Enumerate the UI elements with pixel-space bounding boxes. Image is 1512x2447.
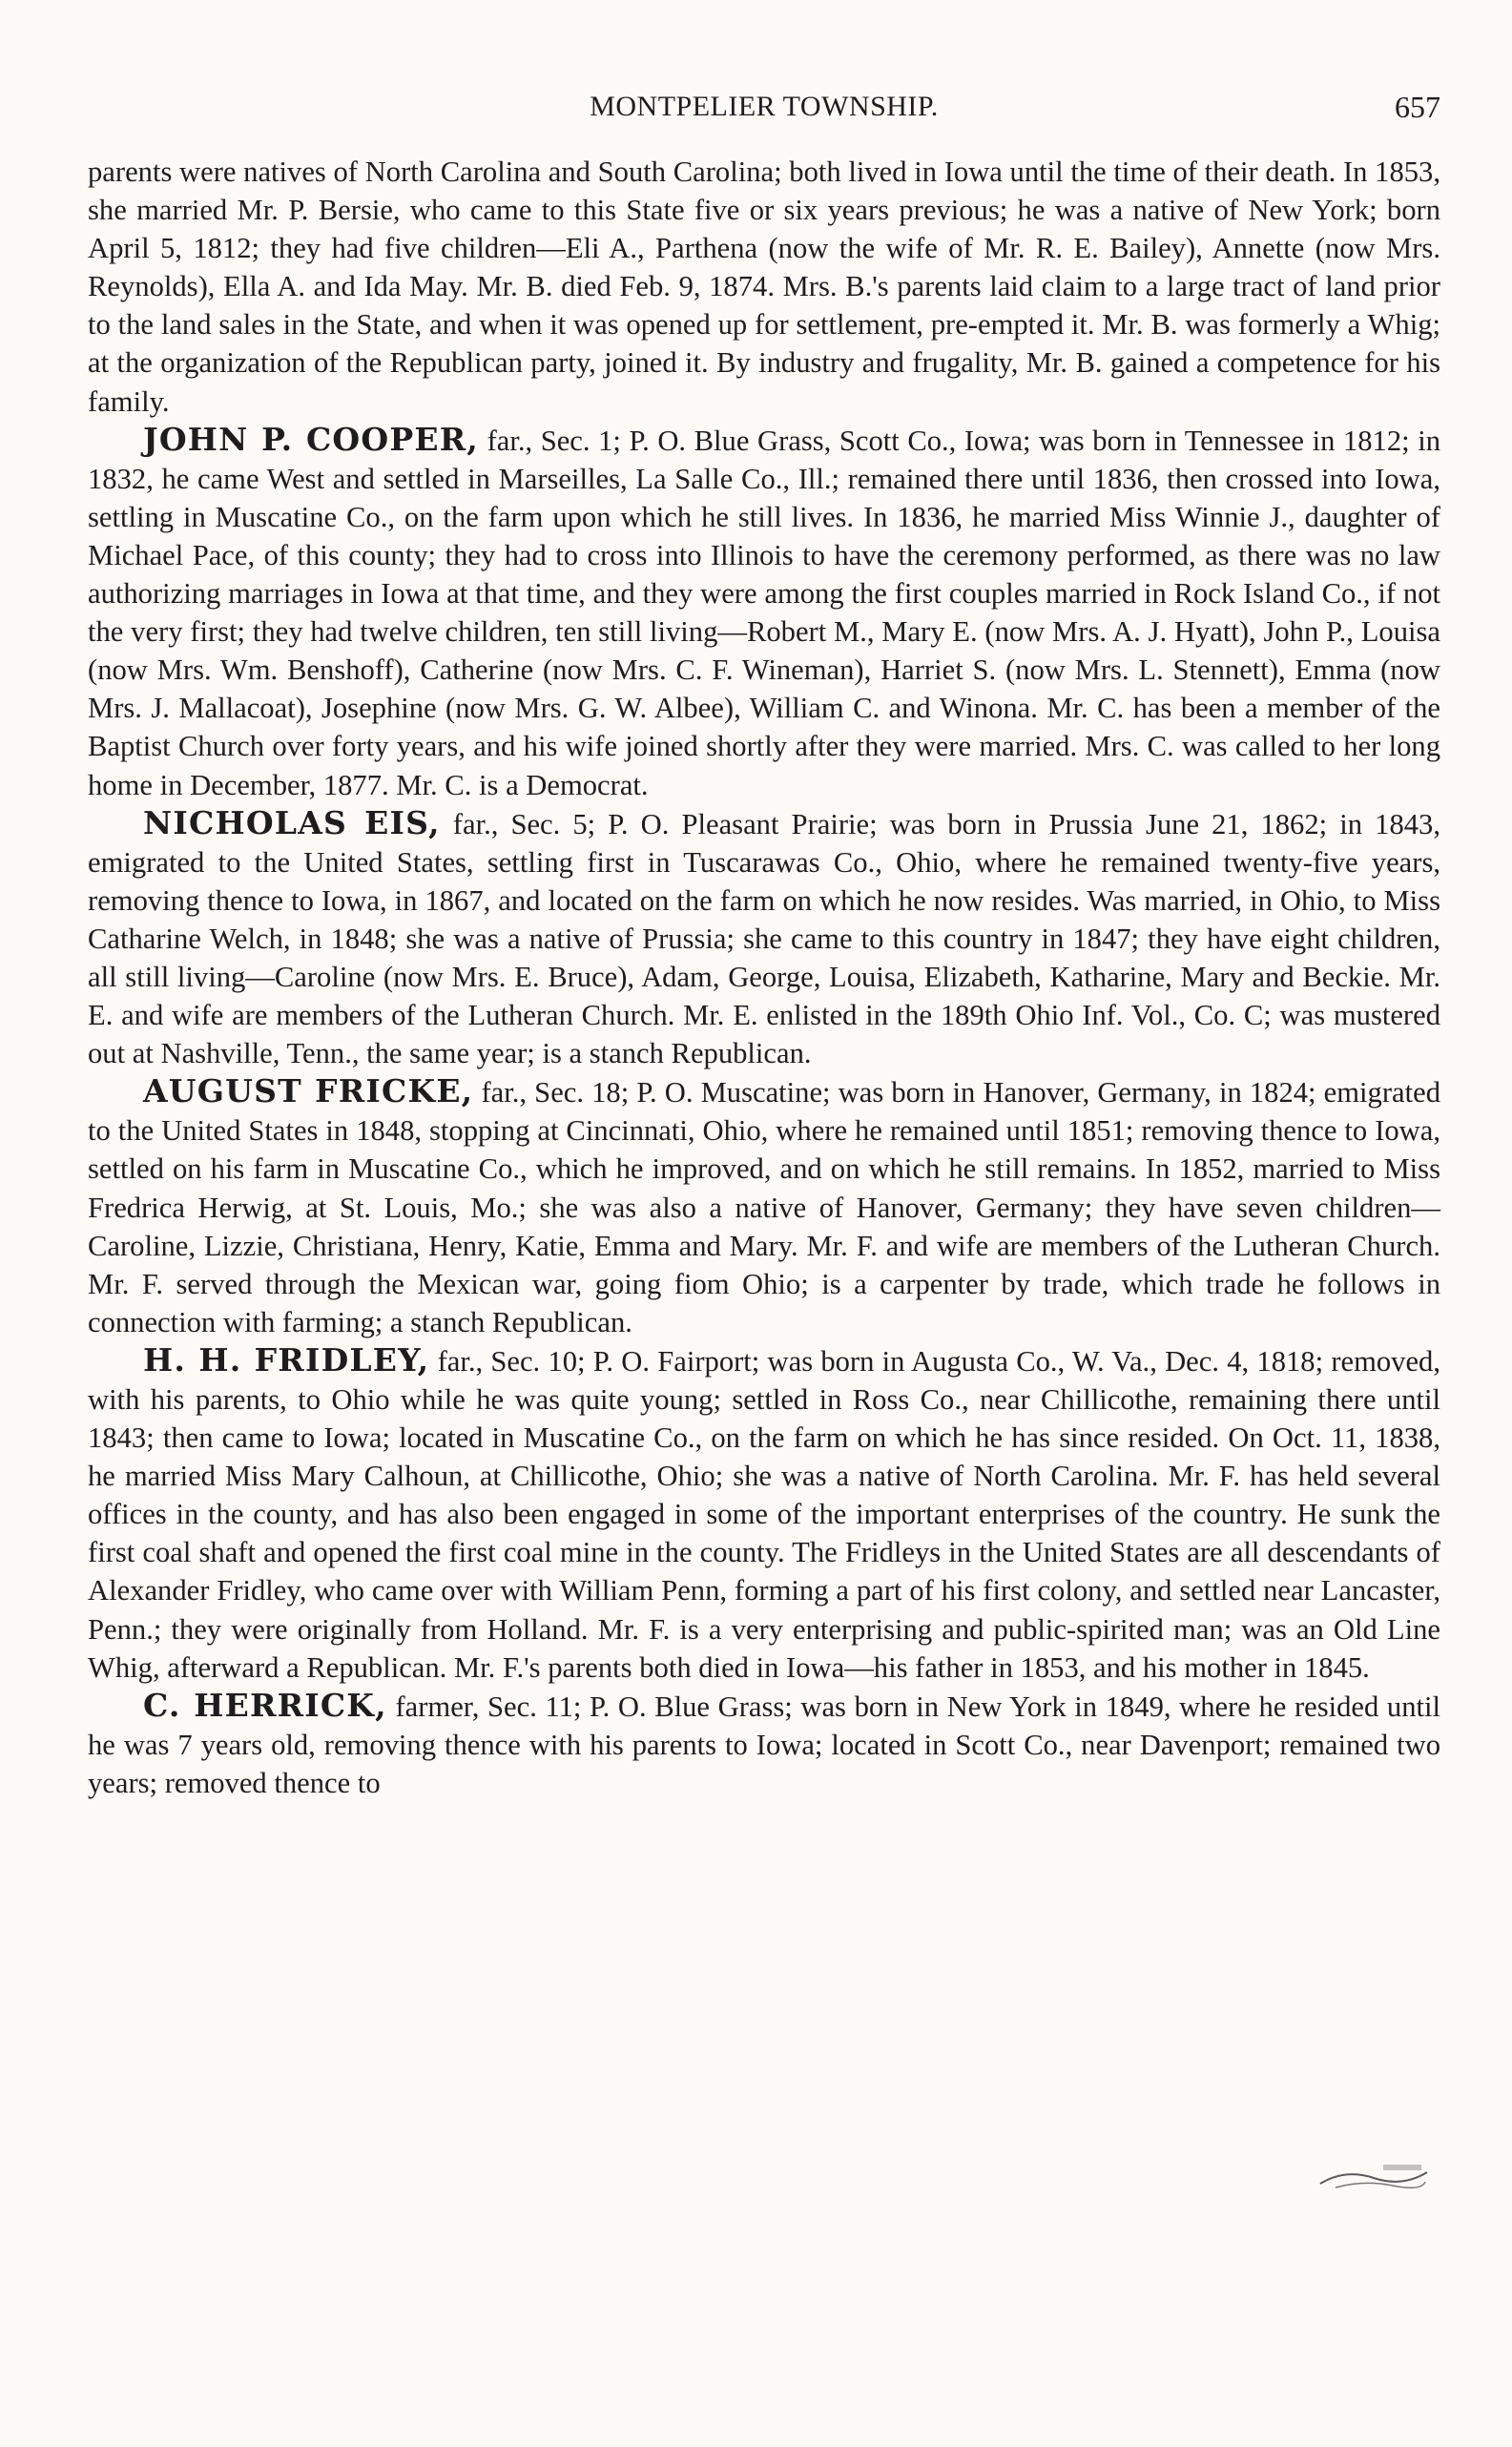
book-page: [88, 88, 1440, 1802]
entry-name: C. HERRICK,: [143, 1686, 387, 1724]
entry-fricke: [88, 1072, 1440, 1341]
entry-fridley: [88, 1341, 1440, 1687]
entry-herrick: [88, 1687, 1440, 1802]
paragraph-text: parents were natives of North Carolina and South Carolina; both lived in Iowa until the time of their death. In 1853, she married Mr. P. Bersie, who came to this State five or six years previous; he was a native of New York; born April 5, 1812; they had five children—Eli A., Parthena (now the wife of Mr. R. E. Bailey), Annette (now Mrs. Reynolds), Ella A. and Ida May. Mr. B. died Feb. 9, 1874. Mrs. B.'s parents laid claim to a large tract of land prior to the land sales in the State, and when it was opened up for settlement, pre-empted it. Mr. B. was formerly a Whig; at the organization of the Republican party, joined it. By industry and frugality, Mr. B. gained a competence for his family.: [88, 156, 1440, 418]
entry-cooper: [88, 421, 1440, 804]
body-text: [88, 153, 1440, 1802]
entry-name: AUGUST FRICKE,: [143, 1072, 474, 1110]
entry-name: H. H. FRIDLEY,: [143, 1340, 430, 1379]
entry-text: far., Sec. 10; P. O. Fairport; was born in Augusta Co., W. Va., Dec. 4, 1818; removed, with his parents, to Ohio while he was quite young; settled in Ross Co., near Chillicothe, remaining there until 1843; then came to Iowa; located in Muscatine Co., on the farm on which he has since resided. On Oct. 11, 1838, he married Miss Mary Calhoun, at Chillicothe, Ohio; she was a native of North Carolina. Mr. F. has held several offices in the county, and has also been engaged in some of the important enterprises of the country. He sunk the first coal shaft and opened the first coal mine in the county. The Fridleys in the United States are all descendants of Alexander Fridley, who came over with William Penn, forming a part of his first colony, and settled near Lancaster, Penn.; they were originally from Holland. Mr. F. is a very enterprising and public-spirited man; was an Old Line Whig, afterward a Republican. Mr. F.'s parents both died in Iowa—his father in 1853, and his mother in 1845.: [88, 1344, 1440, 1684]
decorative-ornament-icon: [1316, 2161, 1431, 2191]
entry-text: far., Sec. 18; P. O. Muscatine; was born in Hanover, Germany, in 1824; emigrated to the United States in 1848, stopping at Cincinnati, Ohio, where he remained until 1851; removing thence to Iowa, settled on his farm in Muscatine Co., which he improved, and on which he still remains. In 1852, married to Miss Fredrica Herwig, at St. Louis, Mo.; she was also a native of Hanover, Germany; they have seven children—Caroline, Lizzie, Christiana, Henry, Katie, Emma and Mary. Mr. F. and wife are members of the Lutheran Church. Mr. F. served through the Mexican war, going fiom Ohio; is a carpenter by trade, which trade he follows in connection with farming; a stanch Republican.: [88, 1076, 1440, 1338]
entry-text: far., Sec. 1; P. O. Blue Grass, Scott Co., Iowa; was born in Tennessee in 1812; in 1832, he came West and settled in Marseilles, La Salle Co., Ill.; remained there until 1836, then crossed into Iowa, settling in Muscatine Co., on the farm upon which he still lives. In 1836, he married Miss Winnie J., daughter of Michael Pace, of this county; they had to cross into Illinois to have the ceremony performed, as there was no law authorizing marriages in Iowa at that time, and they were among the first couples married in Rock Island Co., if not the very first; they had twelve children, ten still living—Robert M., Mary E. (now Mrs. A. J. Hyatt), John P., Louisa (now Mrs. Wm. Benshoff), Catherine (now Mrs. C. F. Wineman), Harriet S. (now Mrs. L. Stennett), Emma (now Mrs. J. Mallacoat), Josephine (now Mrs. G. W. Albee), William C. and Winona. Mr. C. has been a member of the Baptist Church over forty years, and his wife joined shortly after they were married. Mrs. C. was called to her long home in December, 1877. Mr. C. is a Democrat.: [88, 424, 1440, 801]
page-number: 657: [1395, 90, 1440, 124]
entry-text: far., Sec. 5; P. O. Pleasant Prairie; was born in Prussia June 21, 1862; in 1843, emigrated to the United States, settling first in Tuscarawas Co., Ohio, where he remained twenty-five years, removing thence to Iowa, in 1867, and located on the farm on which he now resides. Was married, in Ohio, to Miss Catharine Welch, in 1848; she was a native of Prussia; she came to this country in 1847; they have eight children, all still living—Caroline (now Mrs. E. Bruce), Adam, George, Louisa, Elizabeth, Katharine, Mary and Beckie. Mr. E. and wife are members of the Lutheran Church. Mr. E. enlisted in the 189th Ohio Inf. Vol., Co. C; was mustered out at Nashville, Tenn., the same year; is a stanch Republican.: [88, 807, 1440, 1070]
entry-name: NICHOLAS EIS,: [143, 803, 441, 841]
entry-name: JOHN P. COOPER,: [143, 420, 480, 458]
page-header: [88, 88, 1440, 134]
paragraph-continuation: [88, 153, 1440, 421]
running-head: MONTPELIER TOWNSHIP.: [590, 91, 939, 122]
entry-text: farmer, Sec. 11; P. O. Blue Grass; was born in New York in 1849, where he resided until he was 7 years old, removing thence with his parents to Iowa; located in Scott Co., near Davenport; remained two years; removed thence to: [88, 1690, 1440, 1799]
entry-eis: [88, 804, 1440, 1073]
